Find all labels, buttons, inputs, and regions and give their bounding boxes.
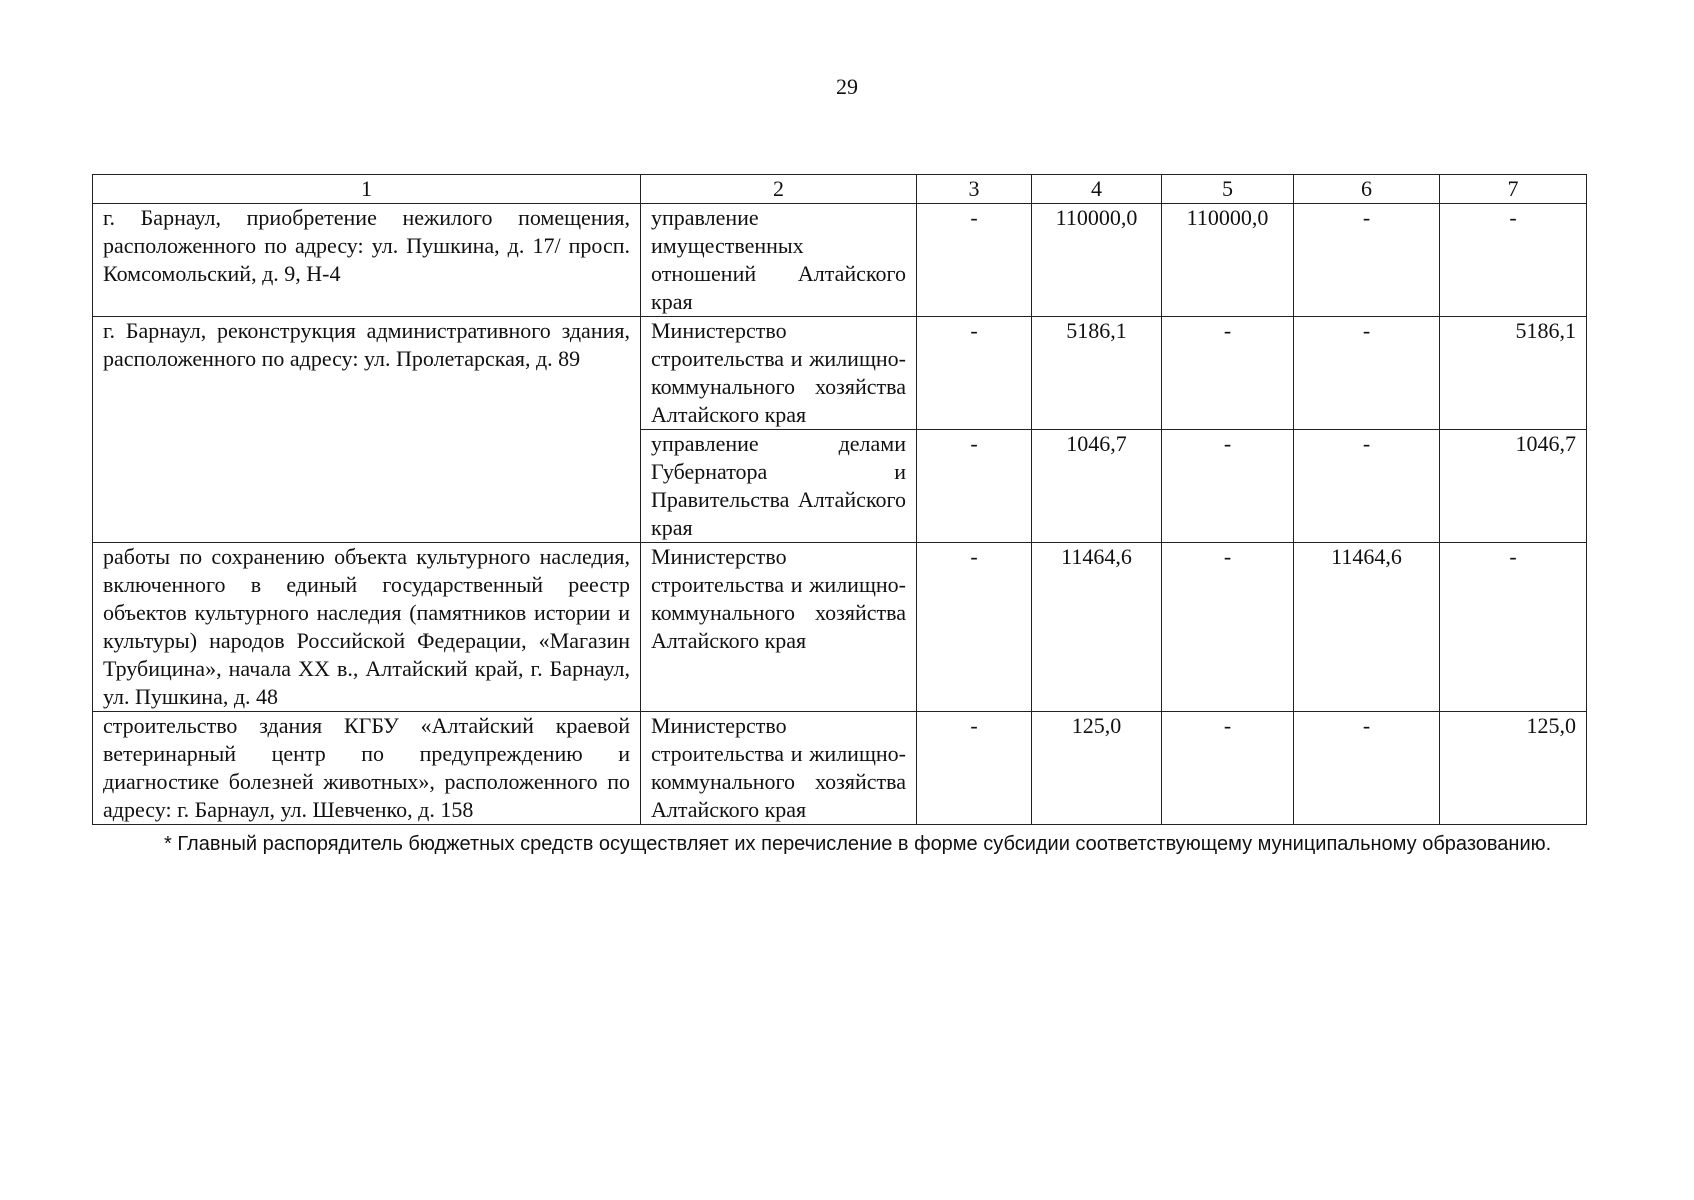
- table-row: [93, 317, 1587, 430]
- cell-col6: 11464,6: [1294, 543, 1440, 712]
- table-header-row: [93, 175, 1587, 204]
- budget-manager: Министерство строительства и жилищно-коммунального хозяйства Алтайского края: [641, 317, 917, 430]
- table-row: [93, 543, 1587, 712]
- column-header: 4: [1032, 175, 1162, 204]
- budget-manager: Министерство строительства и жилищно-коммунального хозяйства Алтайского края: [641, 712, 917, 825]
- cell-col5: -: [1162, 317, 1294, 430]
- cell-col3: -: [917, 712, 1032, 825]
- cell-col7: 1046,7: [1440, 430, 1587, 543]
- cell-col7: 5186,1: [1440, 317, 1587, 430]
- cell-col7: -: [1440, 204, 1587, 317]
- cell-col4: 110000,0: [1032, 204, 1162, 317]
- cell-col6: -: [1294, 712, 1440, 825]
- footnote: * Главный распорядитель бюджетных средств осуществляет их перечисление в форме субсидии соответствующему муниципальному образованию.: [164, 833, 1552, 855]
- object-description: г. Барнаул, приобретение нежилого помещения, расположенного по адресу: ул. Пушкина, д. 17/ просп. Комсомольский, д. 9, Н-4: [93, 204, 641, 317]
- cell-col5: -: [1162, 712, 1294, 825]
- budget-table: [92, 174, 1587, 825]
- cell-col6: -: [1294, 317, 1440, 430]
- object-description: г. Барнаул, реконструкция административного здания, расположенного по адресу: ул. Пролетарская, д. 89: [93, 317, 641, 543]
- column-header: 2: [641, 175, 917, 204]
- budget-manager: Министерство строительства и жилищно-коммунального хозяйства Алтайского края: [641, 543, 917, 712]
- cell-col4: 5186,1: [1032, 317, 1162, 430]
- cell-col6: -: [1294, 430, 1440, 543]
- cell-col7: 125,0: [1440, 712, 1587, 825]
- cell-col4: 125,0: [1032, 712, 1162, 825]
- column-header: 1: [93, 175, 641, 204]
- cell-col3: -: [917, 430, 1032, 543]
- column-header: 6: [1294, 175, 1440, 204]
- cell-col3: -: [917, 204, 1032, 317]
- cell-col5: -: [1162, 543, 1294, 712]
- budget-manager: управление делами Губернатора и Правительства Алтайского края: [641, 430, 917, 543]
- column-header: 5: [1162, 175, 1294, 204]
- table-row: [93, 204, 1587, 317]
- column-header: 7: [1440, 175, 1587, 204]
- cell-col3: -: [917, 317, 1032, 430]
- cell-col3: -: [917, 543, 1032, 712]
- cell-col5: -: [1162, 430, 1294, 543]
- object-description: строительство здания КГБУ «Алтайский краевой ветеринарный центр по предупреждению и диагностике болезней животных», расположенного по адресу: г. Барнаул, ул. Шевченко, д. 158: [93, 712, 641, 825]
- table-row: [93, 712, 1587, 825]
- cell-col5: 110000,0: [1162, 204, 1294, 317]
- cell-col6: -: [1294, 204, 1440, 317]
- page-number: 29: [836, 74, 858, 99]
- cell-col7: -: [1440, 543, 1587, 712]
- column-header: 3: [917, 175, 1032, 204]
- cell-col4: 1046,7: [1032, 430, 1162, 543]
- cell-col4: 11464,6: [1032, 543, 1162, 712]
- budget-manager: управление имущественных отношений Алтайского края: [641, 204, 917, 317]
- object-description: работы по сохранению объекта культурного наследия, включенного в единый государственный реестр объектов культурного наследия (памятников истории и культуры) народов Российской Федерации, «Магазин Трубицина», начала XX в., Алтайский край, г. Барнаул, ул. Пушкина, д. 48: [93, 543, 641, 712]
